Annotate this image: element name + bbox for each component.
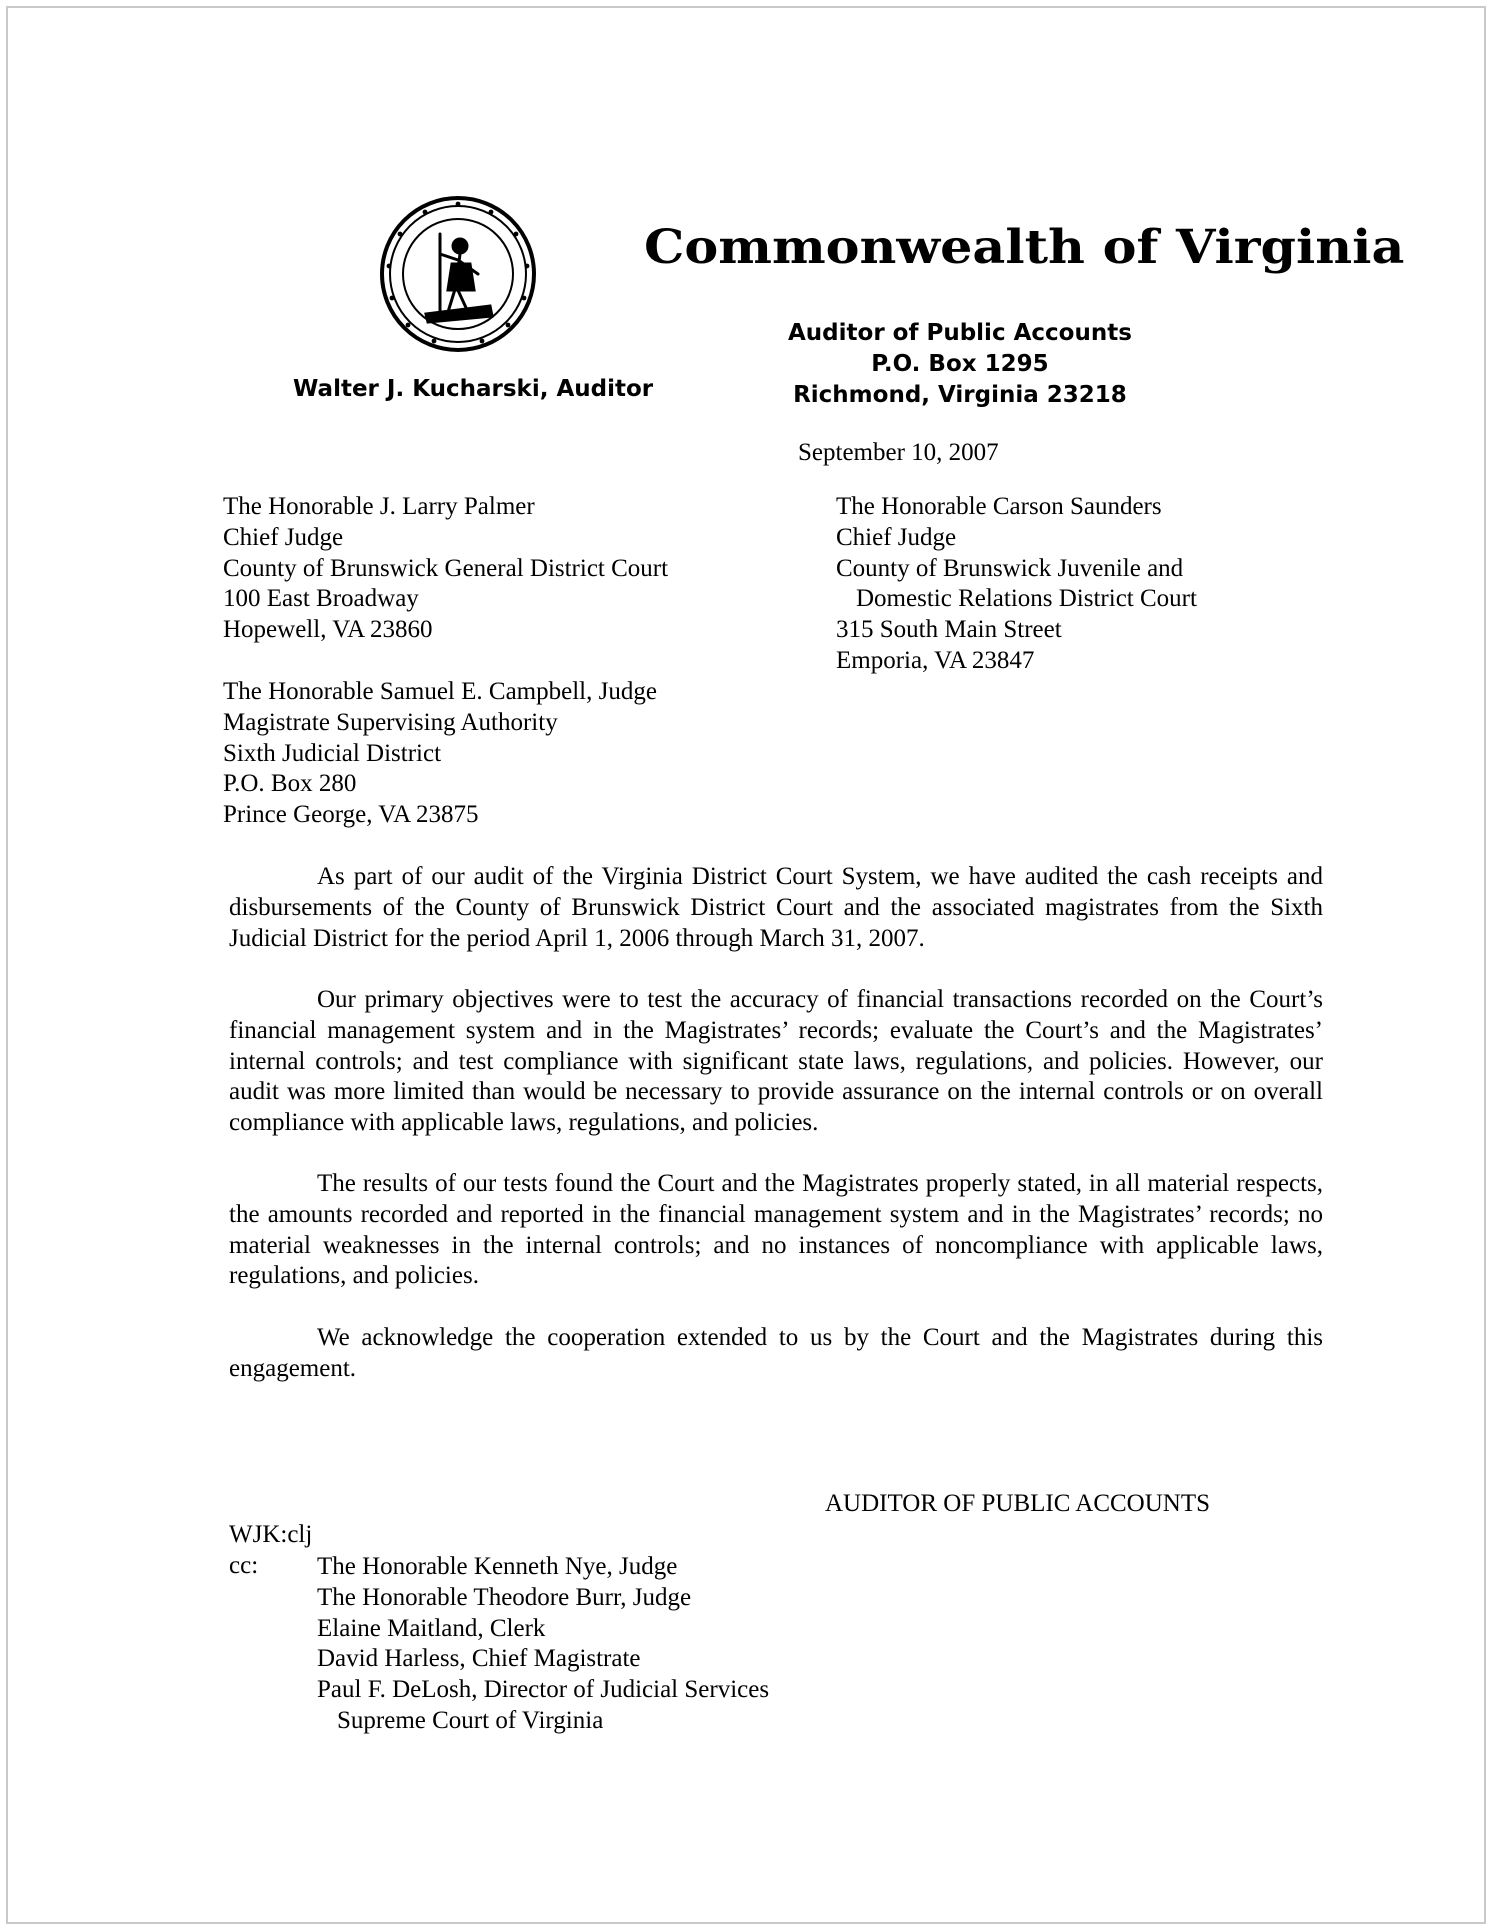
office-name: Auditor of Public Accounts <box>788 320 1132 346</box>
address-line: Prince George, VA 23875 <box>223 801 479 829</box>
address-line: The Honorable Samuel E. Campbell, Judge <box>223 678 657 705</box>
address-line: Magistrate Supervising Authority <box>223 708 558 736</box>
virginia-seal-icon <box>378 194 538 354</box>
signature-block: AUDITOR OF PUBLIC ACCOUNTS <box>825 1490 1211 1517</box>
address-line: 315 South Main Street <box>836 616 1062 644</box>
address-line: Emporia, VA 23847 <box>836 646 1035 674</box>
cc-item: Supreme Court of Virginia <box>337 1706 604 1734</box>
recipient-second <box>223 677 657 831</box>
cc-item: David Harless, Chief Magistrate <box>317 1645 641 1673</box>
address-line: P.O. Box 280 <box>223 770 357 798</box>
address-line: Domestic Relations District Court <box>856 585 1197 613</box>
paragraph-text: We acknowledge the cooperation extended to us by the Court and the Magistrates during this engagement. <box>229 1324 1323 1382</box>
address-line: The Honorable J. Larry Palmer <box>223 493 535 520</box>
body-paragraph <box>229 1323 1323 1385</box>
recipient-right <box>836 492 1197 677</box>
office-address <box>788 318 1132 411</box>
letter-date: September 10, 2007 <box>798 439 999 466</box>
office-city: Richmond, Virginia 23218 <box>793 382 1127 408</box>
recipient-left <box>223 492 668 646</box>
cc-item: Elaine Maitland, Clerk <box>317 1614 546 1642</box>
address-line: Hopewell, VA 23860 <box>223 616 433 644</box>
address-line: Chief Judge <box>223 523 344 551</box>
initials: WJK:clj <box>229 1521 313 1548</box>
paragraph-text: Our primary objectives were to test the accuracy of financial transactions recorded on the Court’s financial management system and in the Magistrates’ records; evaluate the Court’s and the Magistrates’ internal controls; and test compliance with significant state laws, regulations, and policies. However, our audit was more limited than would be necessary to provide assurance on the internal controls or on overall compliance with applicable laws, regulations, and policies. <box>229 986 1323 1137</box>
address-line: The Honorable Carson Saunders <box>836 493 1162 520</box>
cc-item: The Honorable Kenneth Nye, Judge <box>317 1553 678 1580</box>
cc-item: The Honorable Theodore Burr, Judge <box>317 1583 692 1611</box>
address-line: County of Brunswick Juvenile and <box>836 554 1184 582</box>
auditor-name: Walter J. Kucharski, Auditor <box>293 376 654 402</box>
address-line: County of Brunswick General District Court <box>223 554 669 582</box>
office-po-box: P.O. Box 1295 <box>871 351 1049 377</box>
cc-item: Paul F. DeLosh, Director of Judicial Services <box>317 1676 770 1704</box>
paragraph-text: As part of our audit of the Virginia District Court System, we have audited the cash receipts and disbursements of the County of Brunswick District Court and the associated magistrates from the Sixth Judicial District for the period April 1, 2006 through March 31, 2007. <box>229 863 1323 952</box>
address-line: Sixth Judicial District <box>223 739 442 767</box>
address-line: 100 East Broadway <box>223 585 419 613</box>
cc-list <box>317 1552 769 1737</box>
cc-label: cc: <box>229 1552 259 1579</box>
body-paragraph <box>229 985 1323 1139</box>
address-line: Chief Judge <box>836 523 957 551</box>
letterhead-title: Commonwealth of Virginia <box>644 220 1405 275</box>
body-paragraph <box>229 1169 1323 1292</box>
body-paragraph <box>229 862 1323 954</box>
paragraph-text: The results of our tests found the Court and the Magistrates properly stated, in all material respects, the amounts recorded and reported in the financial management system and in the Magistrates’ records; no material weaknesses in the internal controls; and no instances of noncompliance with applicable laws, regulations, and policies. <box>229 1170 1323 1290</box>
letter-page <box>6 6 1486 1924</box>
